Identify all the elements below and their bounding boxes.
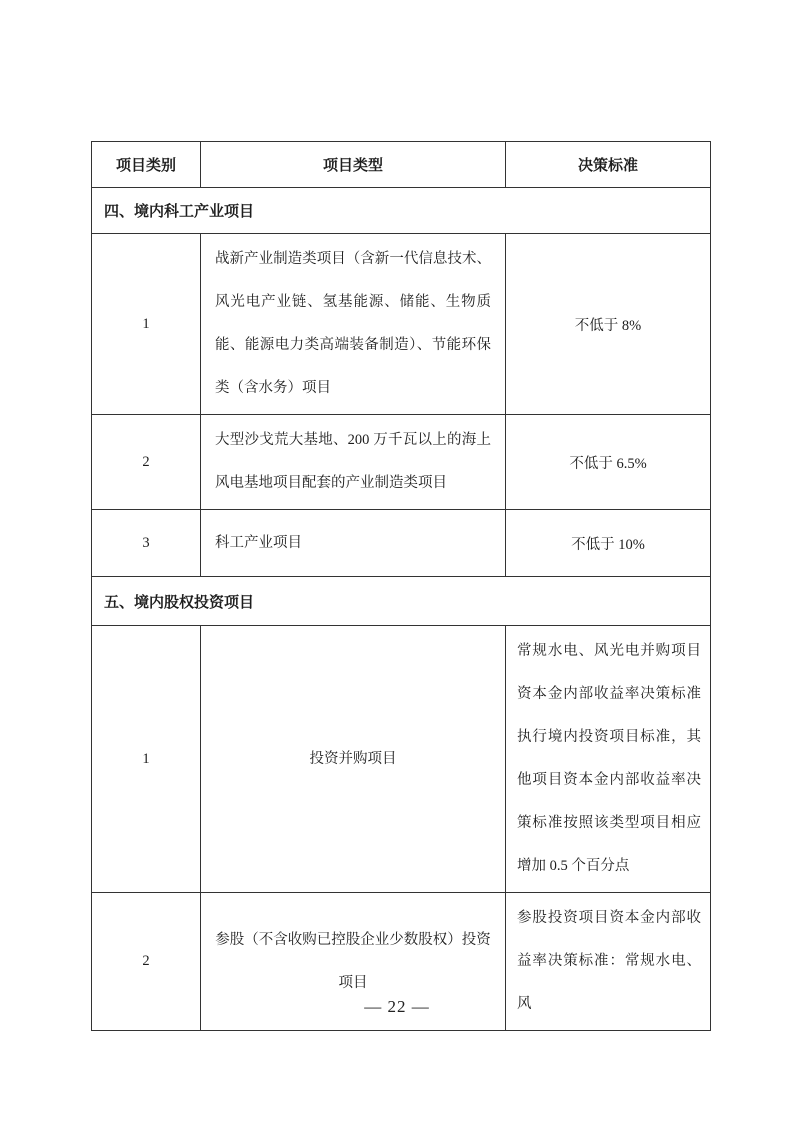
decision-standard-cell: 参股投资项目资本金内部收益率决策标准：常规水电、风 bbox=[506, 893, 711, 1031]
section-title-domestic-industrial: 四、境内科工产业项目 bbox=[92, 188, 711, 234]
row-number: 2 bbox=[92, 415, 201, 510]
decision-standards-table bbox=[91, 141, 711, 1031]
table-row bbox=[92, 510, 711, 577]
project-type-cell: 科工产业项目 bbox=[201, 510, 506, 577]
project-type-cell: 战新产业制造类项目（含新一代信息技术、风光电产业链、氢基能源、储能、生物质能、能源电力类高端装备制造）、节能环保类（含水务）项目 bbox=[201, 234, 506, 415]
row-number: 1 bbox=[92, 626, 201, 893]
header-cell-project-category: 项目类别 bbox=[92, 142, 201, 188]
project-type-cell: 投资并购项目 bbox=[201, 626, 506, 893]
decision-standard-cell: 不低于 10% bbox=[506, 510, 711, 577]
decision-standard-cell: 常规水电、风光电并购项目资本金内部收益率决策标准执行境内投资项目标准，其他项目资本金内部收益率决策标准按照该类型项目相应增加 0.5 个百分点 bbox=[506, 626, 711, 893]
section-title-domestic-equity: 五、境内股权投资项目 bbox=[92, 577, 711, 626]
row-number: 3 bbox=[92, 510, 201, 577]
header-cell-decision-standard: 决策标准 bbox=[506, 142, 711, 188]
table-row bbox=[92, 234, 711, 415]
table-row bbox=[92, 626, 711, 893]
decision-standard-cell: 不低于 8% bbox=[506, 234, 711, 415]
row-number: 2 bbox=[92, 893, 201, 1031]
project-type-cell: 参股（不含收购已控股企业少数股权）投资项目 bbox=[201, 893, 506, 1031]
table-row bbox=[92, 415, 711, 510]
page-number: — 22 — bbox=[364, 997, 430, 1016]
decision-standard-cell: 不低于 6.5% bbox=[506, 415, 711, 510]
section-row-4 bbox=[92, 188, 711, 234]
table-header-row bbox=[92, 142, 711, 188]
row-number: 1 bbox=[92, 234, 201, 415]
project-type-cell: 大型沙戈荒大基地、200 万千瓦以上的海上风电基地项目配套的产业制造类项目 bbox=[201, 415, 506, 510]
section-row-5 bbox=[92, 577, 711, 626]
header-cell-project-type: 项目类型 bbox=[201, 142, 506, 188]
